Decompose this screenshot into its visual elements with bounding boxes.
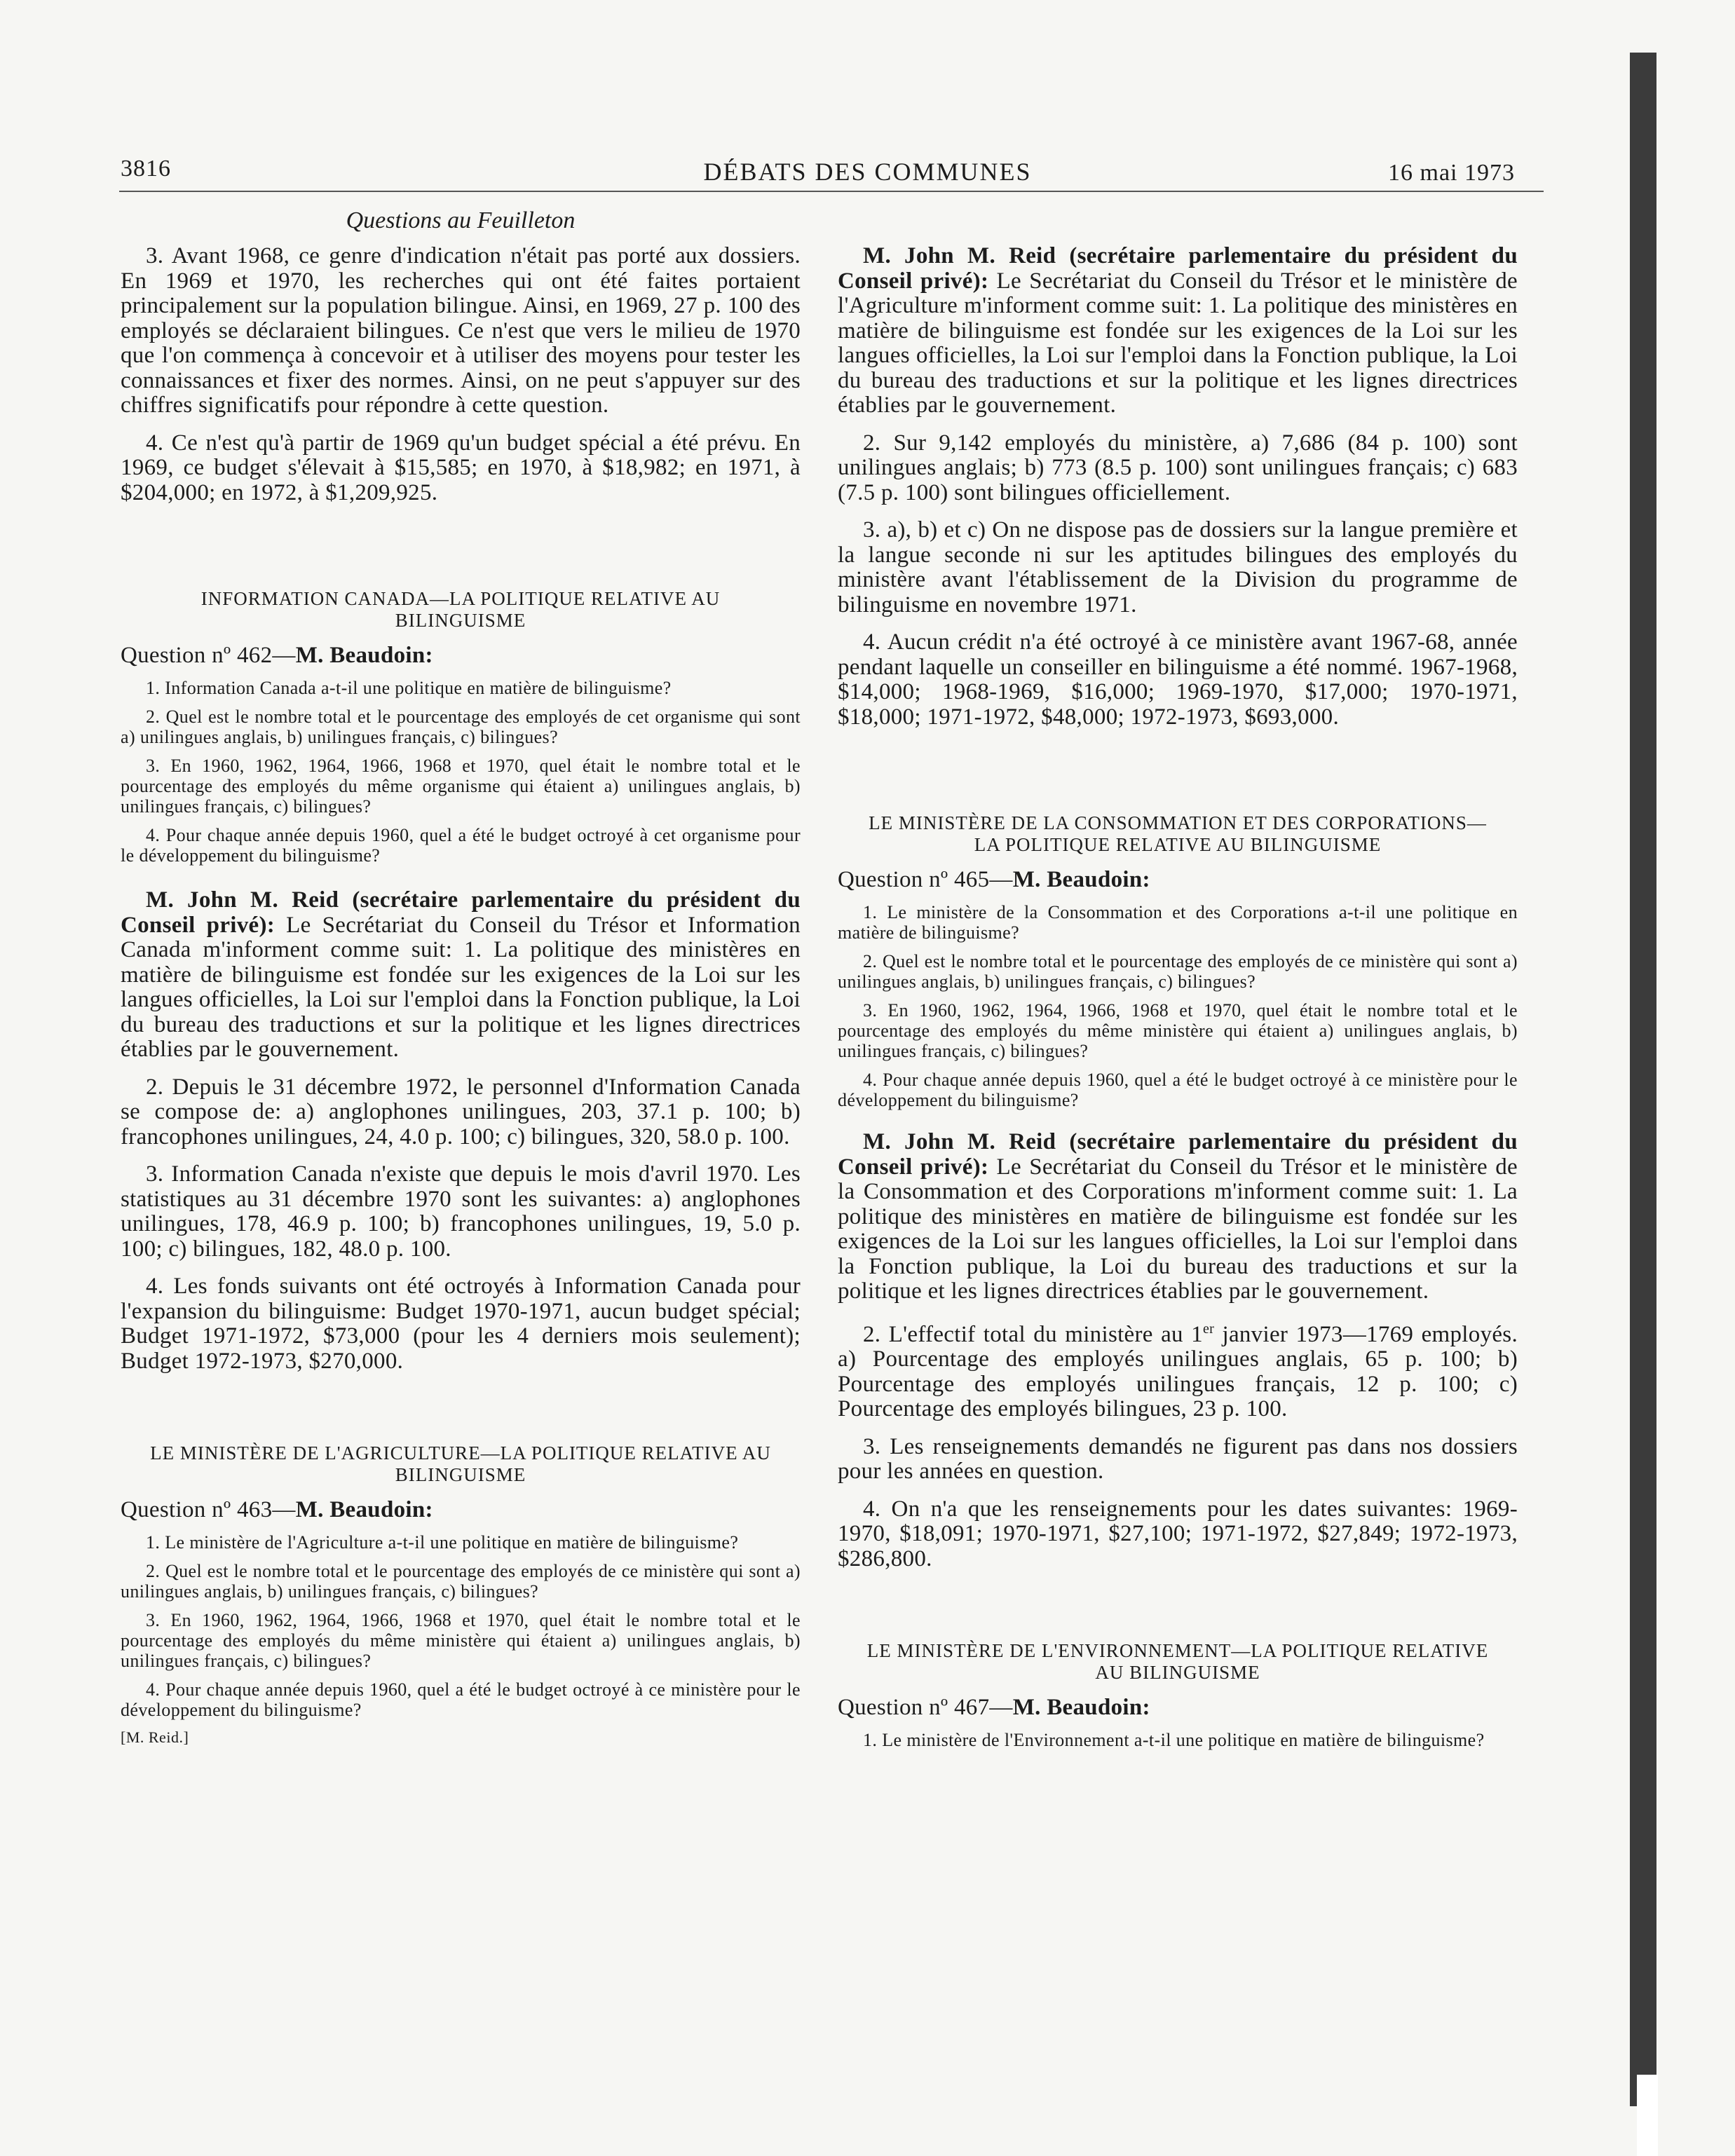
question-number: Question nº 465— xyxy=(838,867,1013,892)
paragraph: 3. Information Canada n'existe que depuis le mois d'avril 1970. Les statistiques au 31 décembre 1970 sont les suivantes: a) anglophones unilingues, 178, 46.9 p. 100; b) francophones unilingues, 19, 5.0 p. 100; c) bilingues, 182, 48.0 p. 100. xyxy=(121,1161,801,1262)
question-item: 1. Le ministère de la Consommation et des Corporations a-t-il une politique en matière de bilinguisme? xyxy=(838,902,1518,943)
question-label xyxy=(838,1693,1518,1721)
paragraph: 2. Depuis le 31 décembre 1972, le personnel d'Information Canada se compose de: a) anglophones unilingues, 203, 37.1 p. 100; b) francophones unilingues, 24, 4.0 p. 100; c) bilingues, 320, 58.0 p. 100. xyxy=(121,1074,801,1149)
paragraph: 4. Les fonds suivants ont été octroyés à Information Canada pour l'expansion du bilinguisme: Budget 1970-1971, aucun budget spécial; Budget 1971-1972, $73,000 (pour les 4 derniers mois seulement); Budget 1972-1973, $270,000. xyxy=(121,1274,801,1374)
speaker: M. John M. Reid (secrétaire parlementaire du président du Conseil privé): xyxy=(838,1129,1518,1180)
section-heading: LE MINISTÈRE DE L'AGRICULTURE—LA POLITIQUE RELATIVE AU BILINGUISME xyxy=(150,1442,771,1485)
paragraph: 2. Sur 9,142 employés du ministère, a) 7,686 (84 p. 100) sont unilingues anglais; b) 773 (8.5 p. 100) sont unilingues français; c) 683 (7.5 p. 100) sont bilingues officiellement. xyxy=(838,430,1518,505)
section-kicker: Questions au Feuilleton xyxy=(346,207,576,233)
header-rule xyxy=(119,191,1544,192)
question-item: 1. Le ministère de l'Environnement a-t-il une politique en matière de bilinguisme? xyxy=(863,1730,1485,1750)
answer-paragraph: M. John M. Reid (secrétaire parlementaire du président du Conseil privé): Le Secrétariat du Conseil du Trésor et le ministère de la Consommation et des Corporations m'informent comme suit: 1. La politique des ministères en matière de bilinguisme est fondée sur les exigences de la Loi sur les langues officielles, la Loi sur l'emploi dans la Fonction publique, la Loi du bureau des traductions et sur la politique et les lignes directrices établies par le gouvernement. xyxy=(838,1129,1518,1304)
answer-paragraph: M. John M. Reid (secrétaire parlementaire du président du Conseil privé): Le Secrétariat du Conseil du Trésor et Information Canada m'informent comme suit: 1. La politique des ministères en matière de bilinguisme est fondée sur les exigences de la Loi sur les langues officielles, la Loi sur l'emploi dans la Fonction publique, la Loi du bureau des traductions et sur la politique et les lignes directrices établies par le gouvernement. xyxy=(121,887,801,1062)
scan-edge-shadow xyxy=(1630,53,1656,2106)
question-author: M. Beaudoin: xyxy=(295,643,433,668)
paragraph: 4. Aucun crédit n'a été octroyé à ce ministère avant 1967-68, année pendant laquelle un conseiller en bilinguisme a été nommé. 1967-1968, $14,000; 1968-1969, $16,000; 1969-1970, $17,000; 1970-1971, $18,000; 1971-1972, $48,000; 1972-1973, $693,000. xyxy=(838,629,1518,730)
paragraph: 4. Ce n'est qu'à partir de 1969 qu'un budget spécial a été prévu. En 1969, ce budget s'élevait à $15,585; en 1970, à $18,982; en 1971, à $204,000; en 1972, à $1,209,925. xyxy=(121,430,801,505)
question-label xyxy=(121,641,801,669)
question-item: 2. Quel est le nombre total et le pourcentage des employés de ce ministère qui sont a) unilingues anglais, b) unilingues français, c) bilingues? xyxy=(121,1561,801,1602)
header-date: 16 mai 1973 xyxy=(1388,160,1515,186)
question-item: 3. En 1960, 1962, 1964, 1966, 1968 et 1970, quel était le nombre total et le pourcentage des employés du même ministère qui étaient a) unilingues anglais, b) unilingues français, c) bilingues? xyxy=(121,1610,801,1671)
paragraph: 3. Avant 1968, ce genre d'indication n'était pas porté aux dossiers. En 1969 et 1970, les recherches qui ont été faites portaient principalement sur la population bilingue. Ainsi, en 1969, 27 p. 100 des employés se déclaraient bilingues. Ce n'est que vers le milieu de 1970 que l'on commença à concevoir et à utiliser des moyens pour tester les connaissances et fixer des normes. Ainsi, on ne peut s'appuyer sur des chiffres significatifs pour répondre à cette question. xyxy=(121,243,801,418)
question-item: 4. Pour chaque année depuis 1960, quel a été le budget octroyé à cet organisme pour le développement du bilinguisme? xyxy=(121,825,801,866)
left-column xyxy=(121,244,801,1747)
question-item: 4. Pour chaque année depuis 1960, quel a été le budget octroyé à ce ministère pour le développement du bilinguisme? xyxy=(838,1070,1518,1110)
footer-note: [M. Reid.] xyxy=(121,1728,189,1746)
question-number: Question nº 462— xyxy=(121,643,296,668)
right-column xyxy=(838,244,1518,1759)
question-number: Question nº 467— xyxy=(838,1695,1013,1720)
question-author: M. Beaudoin: xyxy=(295,1497,433,1522)
paragraph: 3. Les renseignements demandés ne figurent pas dans nos dossiers pour les années en question. xyxy=(838,1433,1518,1484)
section-heading: LE MINISTÈRE DE LA CONSOMMATION ET DES CORPORATIONS—LA POLITIQUE RELATIVE AU BILINGUISME xyxy=(869,812,1487,855)
paragraph: 2. L'effectif total du ministère au 1er janvier 1973—1769 employés. a) Pourcentage des employés unilingues anglais, 65 p. 100; b) Pourcentage des employés unilingues français, 12 p. 100; c) Pourcentage des employés bilingues, 23 p. 100. xyxy=(838,1321,1518,1421)
section-heading: LE MINISTÈRE DE L'ENVIRONNEMENT—LA POLITIQUE RELATIVE AU BILINGUISME xyxy=(866,1640,1489,1683)
question-item: 4. Pour chaque année depuis 1960, quel a été le budget octroyé à ce ministère pour le développement du bilinguisme? xyxy=(121,1679,801,1720)
question-item: 1. Le ministère de l'Agriculture a-t-il une politique en matière de bilinguisme? xyxy=(146,1532,739,1553)
question-item: 3. En 1960, 1962, 1964, 1966, 1968 et 1970, quel était le nombre total et le pourcentage des employés du même ministère qui étaient a) unilingues anglais, b) unilingues français, c) bilingues? xyxy=(838,1000,1518,1061)
question-item: 2. Quel est le nombre total et le pourcentage des employés de ce ministère qui sont a) unilingues anglais, b) unilingues français, c) bilingues? xyxy=(838,951,1518,992)
running-title: DÉBATS DES COMMUNES xyxy=(703,158,1032,186)
paragraph: 3. a), b) et c) On ne dispose pas de dossiers sur la langue première et la langue seconde ni sur les aptitudes bilingues des employés du ministère avant l'établissement de la Division du programme de bilinguisme en novembre 1971. xyxy=(838,517,1518,618)
speaker: M. John M. Reid (secrétaire parlementaire du président du Conseil privé): xyxy=(121,887,801,938)
question-item: 3. En 1960, 1962, 1964, 1966, 1968 et 1970, quel était le nombre total et le pourcentage des employés du même organisme qui étaient a) unilingues anglais, b) unilingues français, c) bilingues? xyxy=(121,756,801,817)
speaker: M. John M. Reid (secrétaire parlementaire du président du Conseil privé): xyxy=(838,243,1518,294)
question-author: M. Beaudoin: xyxy=(1012,1695,1150,1720)
question-item: 1. Information Canada a-t-il une politique en matière de bilinguisme? xyxy=(146,678,672,698)
question-item: 2. Quel est le nombre total et le pourcentage des employés de cet organisme qui sont a) unilingues anglais, b) unilingues français, c) bilingues? xyxy=(121,707,801,747)
question-label xyxy=(121,1496,801,1524)
section-heading: INFORMATION CANADA—LA POLITIQUE RELATIVE AU BILINGUISME xyxy=(200,588,721,631)
question-number: Question nº 463— xyxy=(121,1497,296,1522)
question-label xyxy=(838,866,1518,894)
scan-edge-bottom xyxy=(1637,2075,1658,2156)
paragraph: 4. On n'a que les renseignements pour les dates suivantes: 1969-1970, $18,091; 1970-1971, $27,100; 1971-1972, $27,849; 1972-1973, $286,800. xyxy=(838,1496,1518,1571)
page-number: 3816 xyxy=(121,156,171,182)
question-author: M. Beaudoin: xyxy=(1012,867,1150,892)
answer-paragraph: M. John M. Reid (secrétaire parlementaire du président du Conseil privé): Le Secrétariat du Conseil du Trésor et le ministère de l'Agriculture m'informent comme suit: 1. La politique des ministères en matière de bilinguisme est fondée sur les exigences de la Loi sur les langues officielles, la Loi sur l'emploi dans la Fonction publique, la Loi du bureau des traductions et sur la politique et les lignes directrices établies par le gouvernement. xyxy=(838,243,1518,418)
